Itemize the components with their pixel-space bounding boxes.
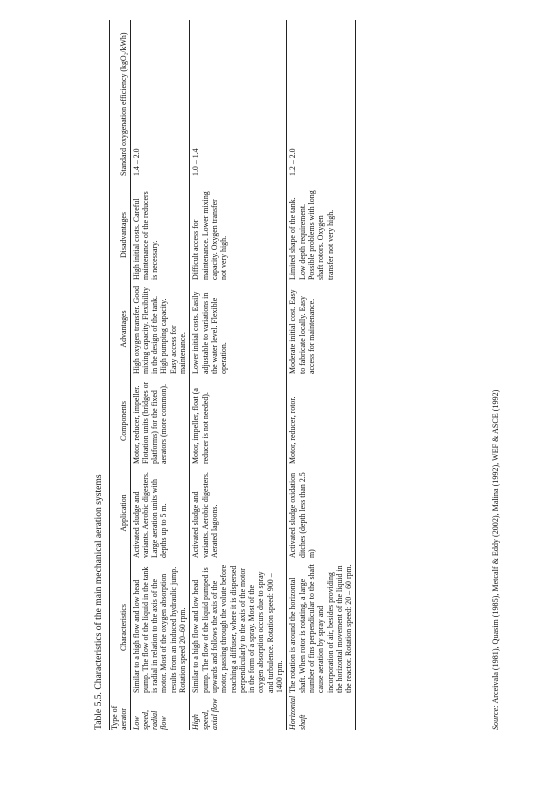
header-characteristics: Characteristics [119, 604, 129, 651]
rotated-page [93, 20, 505, 730]
cell-components: Motor, impeller, float (a reducer is not needed). [191, 388, 210, 464]
cell-efficiency: 1.0 – 1.4 [191, 148, 201, 176]
source-label: Source: [491, 705, 500, 730]
cell-application: Activated sludge oxidation ditches (depth less than 2.5 m) [288, 472, 316, 558]
cell-efficiency: 1.2 – 2.0 [288, 148, 298, 176]
aeration-table [109, 20, 356, 730]
table-caption: Table 5.5. Characteristics of the main mechanical aeration systems [93, 474, 104, 730]
cell-type: High speed, axial flow [191, 698, 219, 730]
table-header-row [110, 20, 131, 730]
cell-disadvantages: Difficult access for maintenance. Lower mixing capacity. Oxygen transfer not very high. [191, 191, 229, 280]
header-application: Application [119, 494, 129, 532]
cell-application: Activated sludge and variants. Aerobic digesters. Large aeration units with depths up to 5 m. [131, 472, 169, 558]
header-disadvantages: Disadvantages [119, 212, 129, 259]
cell-characteristics: Similar to a high flow and low head pump. The flow of the liquid in the tank is radial in relation to the axis of the motor. Most of the oxygen absorption results from an induced hydraulic jump. Rotation speed 20–60 rpm. [131, 566, 188, 693]
header-advantages: Advantages [119, 310, 129, 348]
header-components: Components [119, 401, 129, 441]
cell-characteristics: The rotation is around the horizontal shaft. When rotor is rotating, a large number of fins perpendicular to the shaft cause aeration by spray and incorporation of air, besides providing the horizontal movement of the liquid in the reactor. Rotation speed: 20 – 60 rpm. [288, 564, 354, 693]
table-row [130, 20, 190, 730]
table-row [190, 20, 287, 730]
cell-components: Motor, reducer, impeller. Flotation units (bridges or platforms) for the fixed aerators (more common). [131, 381, 169, 464]
cell-type: Low speed, radial flow [131, 710, 169, 730]
source-note [491, 390, 500, 730]
cell-advantages: Lower initial costs. Easily adjustable to variations in the water level. Flexible operation. [191, 291, 229, 374]
header-type: Type of aerator [110, 705, 129, 730]
cell-advantages: High oxygen transfer. Good mixing capacity. Flexibility in the design of the tank. High pumping capacity. Easy access for maintenance. [131, 285, 188, 374]
cell-efficiency: 1.4 – 2.0 [131, 148, 141, 176]
cell-type: Horizontal shaft [288, 695, 307, 730]
cell-advantages: Moderate initial cost. Easy to fabricate locally. Easy access for maintenance. [288, 289, 316, 374]
cell-application: Activated sludge and variants. Aerobic digesters. Aerated lagoons. [191, 472, 219, 558]
cell-components: Motor, reducer, rotor. [288, 396, 298, 464]
cell-disadvantages: Limited shape of the tank. Low depth requirement. Possible problems with long shaft rotors. Oxygen transfer not very high. [288, 190, 335, 280]
cell-disadvantages: High initial costs. Careful maintenance of the reducers is necessary. [131, 191, 160, 280]
table-row [287, 20, 356, 730]
header-efficiency: Standard oxygenation efficiency (kgO₂/kWh) [119, 32, 129, 176]
cell-characteristics: Similar to a high flow and low head pump. The flow of the liquid pumped is upwards and follows the axis of the motor, passing through the volute before reaching a diffuser, where it is dispersed perpendicularly to the axis of the motor in the form of a spray. Most of the oxygen absorption occurs due to spray and turbulence. Rotation speed: 900 – 1400 rpm. [191, 564, 285, 693]
source-text: Arceivala (1981), Quasim (1985), Metcalf & Eddy (2002), Malina (1992), WEF & ASCE (1992) [491, 389, 500, 704]
